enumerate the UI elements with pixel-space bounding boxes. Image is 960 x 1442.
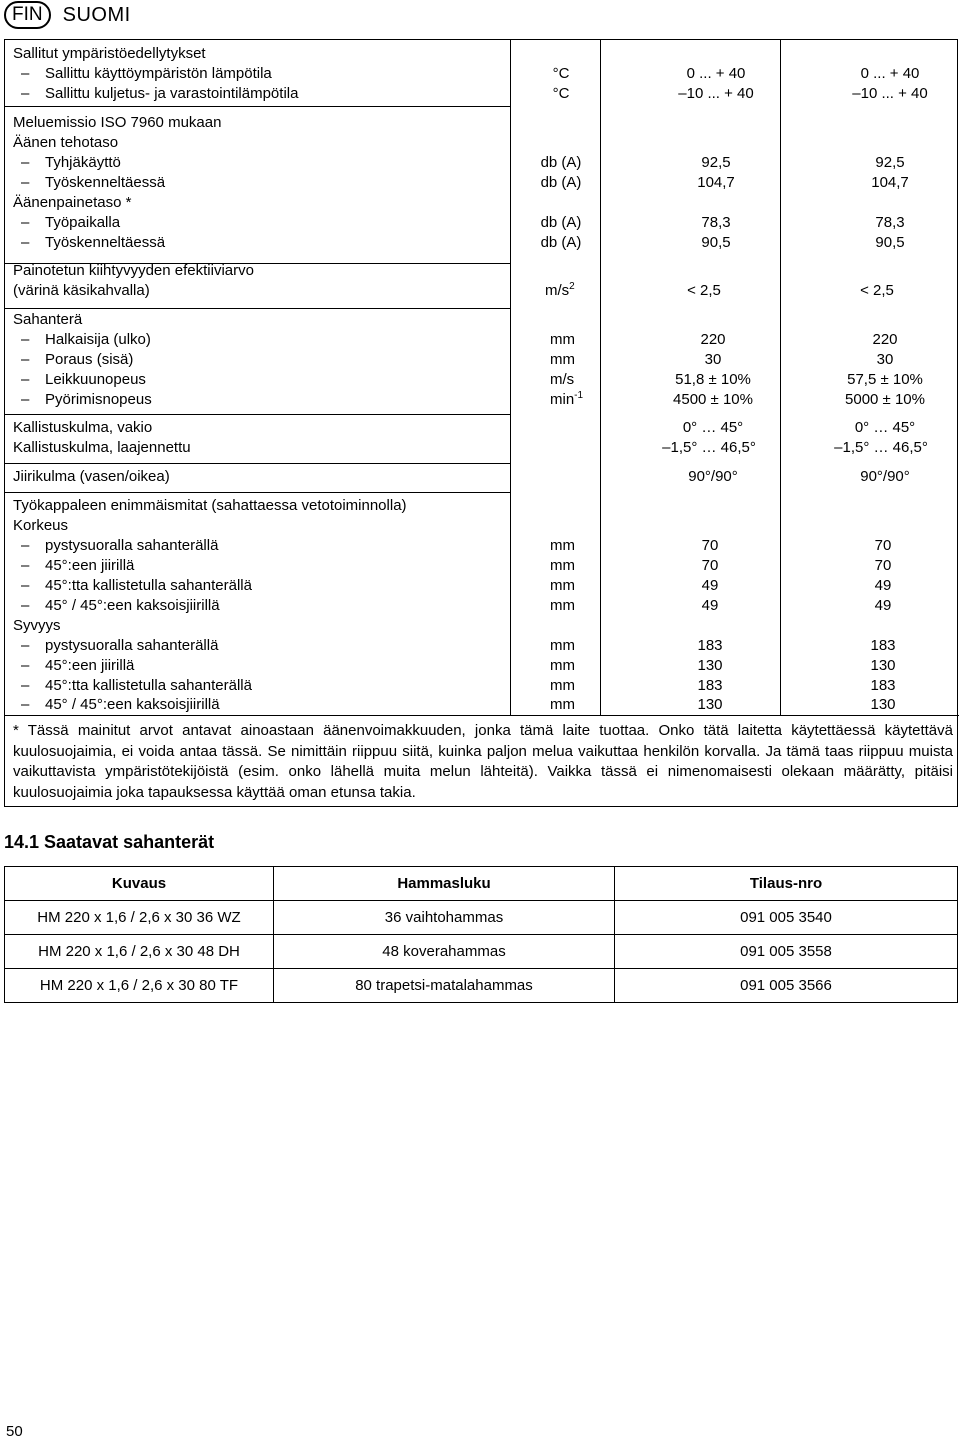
height-unit: mm	[550, 597, 575, 614]
vibration-subtitle: (värinä käsikahvalla)	[13, 282, 150, 299]
depth-value-1: 183	[697, 637, 723, 654]
column-divider	[780, 40, 781, 715]
blade-unit-exponent: -1	[574, 390, 584, 401]
column-divider	[600, 40, 601, 715]
table-cell: 091 005 3558	[615, 935, 958, 969]
depth-label: 45° / 45°:een kaksoisjiirillä	[45, 696, 220, 713]
blade-unit: mm	[550, 331, 575, 348]
table-cell: HM 220 x 1,6 / 2,6 x 30 48 DH	[5, 935, 274, 969]
saw-blades-table	[4, 866, 958, 1003]
vibration-unit-base: m/s	[545, 282, 570, 299]
blade-label: Leikkuunopeus	[45, 371, 146, 388]
height-value-2: 70	[874, 557, 892, 574]
list-dash: –	[21, 657, 30, 674]
height-unit: mm	[550, 557, 575, 574]
depth-label: 45°:een jiirillä	[45, 657, 135, 674]
blade-value-2: 30	[876, 351, 894, 368]
list-dash: –	[21, 577, 30, 594]
depth-label: 45°:tta kallistetulla sahanterällä	[45, 677, 252, 694]
section-title: 14.1 Saatavat sahanterät	[4, 832, 215, 852]
depth-value-2: 183	[870, 677, 896, 694]
tilt-label: Kallistuskulma, laajennettu	[13, 439, 191, 456]
blade-value-1: 51,8 ± 10%	[675, 371, 751, 388]
blade-label: Pyörimisnopeus	[45, 391, 152, 408]
list-dash: –	[21, 696, 30, 713]
list-dash: –	[21, 677, 30, 694]
power-value-2: 104,7	[871, 174, 909, 191]
height-value-2: 70	[874, 537, 892, 554]
pressure-unit: db (A)	[540, 234, 582, 251]
vibration-title: Painotetun kiihtyvyyden efektiiviarvo	[13, 262, 254, 279]
tilt-label: Kallistuskulma, vakio	[13, 419, 153, 436]
height-value-2: 49	[874, 597, 892, 614]
depth-title: Syvyys	[13, 617, 61, 634]
miter-label: Jiirikulma (vasen/oikea)	[13, 468, 170, 485]
tilt-value-1: 0° … 45°	[682, 419, 744, 436]
tilt-value-2: 0° … 45°	[854, 419, 916, 436]
list-dash: –	[21, 85, 30, 102]
row-divider	[5, 106, 510, 107]
env-label: Sallittu kuljetus- ja varastointilämpötila	[45, 85, 299, 102]
blade-value-2: 5000 ± 10%	[845, 391, 925, 408]
blade-label: Halkaisija (ulko)	[45, 331, 151, 348]
height-label: 45°:tta kallistetulla sahanterällä	[45, 577, 252, 594]
power-unit: db (A)	[540, 174, 582, 191]
blade-unit: m/s	[550, 371, 575, 388]
table-cell: 091 005 3566	[615, 969, 958, 1003]
table-cell: 091 005 3540	[615, 901, 958, 935]
list-dash: –	[21, 154, 30, 171]
env-title: Sallitut ympäristöedellytykset	[13, 45, 206, 62]
depth-label: pystysuoralla sahanterällä	[45, 637, 219, 654]
page-header	[4, 0, 131, 30]
depth-value-1: 130	[697, 657, 723, 674]
depth-unit: mm	[550, 677, 575, 694]
pressure-value-1: 90,5	[701, 234, 731, 251]
table-row	[5, 935, 958, 969]
env-value-1: –10 ... + 40	[678, 85, 754, 102]
depth-unit: mm	[550, 637, 575, 654]
list-dash: –	[21, 537, 30, 554]
env-value-1: 0 ... + 40	[686, 65, 746, 82]
list-dash: –	[21, 391, 30, 408]
blade-value-1: 4500 ± 10%	[673, 391, 753, 408]
pressure-value-1: 78,3	[701, 214, 731, 231]
blade-value-2: 57,5 ± 10%	[847, 371, 923, 388]
list-dash: –	[21, 234, 30, 251]
height-value-1: 70	[701, 557, 719, 574]
column-header: Tilaus-nro	[615, 867, 958, 901]
list-dash: –	[21, 351, 30, 368]
note-divider	[5, 715, 959, 716]
depth-value-1: 130	[697, 696, 723, 713]
pressure-value-2: 90,5	[875, 234, 905, 251]
depth-value-2: 183	[870, 637, 896, 654]
pressure-label: Työskenneltäessä	[45, 234, 166, 251]
row-divider	[5, 463, 510, 464]
noise-title: Meluemissio ISO 7960 mukaan	[13, 114, 222, 131]
technical-data-table	[4, 39, 958, 807]
height-unit: mm	[550, 577, 575, 594]
power-value-1: 92,5	[701, 154, 731, 171]
power-value-1: 104,7	[697, 174, 735, 191]
list-dash: –	[21, 597, 30, 614]
list-dash: –	[21, 331, 30, 348]
height-value-1: 49	[701, 577, 719, 594]
blade-title: Sahanterä	[13, 311, 83, 328]
depth-unit: mm	[550, 657, 575, 674]
depth-value-2: 130	[870, 696, 896, 713]
blade-unit	[550, 390, 583, 410]
power-unit: db (A)	[540, 154, 582, 171]
table-row	[5, 901, 958, 935]
table-cell: HM 220 x 1,6 / 2,6 x 30 36 WZ	[5, 901, 274, 935]
table-cell: 80 trapetsi-matalahammas	[274, 969, 615, 1003]
env-value-2: 0 ... + 40	[860, 65, 920, 82]
pressure-unit: db (A)	[540, 214, 582, 231]
tilt-value-2: –1,5° … 46,5°	[834, 439, 928, 456]
tilt-value-1: –1,5° … 46,5°	[662, 439, 756, 456]
table-row	[5, 969, 958, 1003]
depth-unit: mm	[550, 696, 575, 713]
miter-value-1: 90°/90°	[688, 468, 738, 485]
env-value-2: –10 ... + 40	[852, 85, 928, 102]
row-divider	[5, 492, 510, 493]
height-value-1: 70	[701, 537, 719, 554]
column-header: Kuvaus	[5, 867, 274, 901]
noise-footnote: * Tässä mainitut arvot antavat ainoastaan äänenvoimakkuuden, jonka tämä laite tuottaa. Onko tätä laitetta käytettäessä käytettävä kuulosuojaimia, ei voida antaa tässä. Se nimittäin riippuu siitä, kuinka paljon melua vaikuttaa henkilön korvalla. Ja tämä taas riippuu muista vaikuttavista ympäristötekijöistä (esim. onko lähellä muita melun lähteitä). Vaikka tässä ei nimenomaisesti olekaan määrätty, pitäisi kuulosuojaimia joka tapauksessa käyttää oman etunsa takia.	[13, 722, 953, 801]
power-label: Tyhjäkäyttö	[45, 154, 121, 171]
height-label: 45°:een jiirillä	[45, 557, 135, 574]
list-dash: –	[21, 214, 30, 231]
height-unit: mm	[550, 537, 575, 554]
list-dash: –	[21, 557, 30, 574]
table-cell: HM 220 x 1,6 / 2,6 x 30 80 TF	[5, 969, 274, 1003]
height-value-1: 49	[701, 597, 719, 614]
page-number: 50	[6, 1423, 23, 1440]
blade-unit-base: min	[550, 391, 575, 408]
list-dash: –	[21, 371, 30, 388]
blade-value-1: 30	[704, 351, 722, 368]
vibration-unit-exponent: 2	[569, 281, 575, 292]
miter-value-2: 90°/90°	[860, 468, 910, 485]
power-value-2: 92,5	[875, 154, 905, 171]
column-divider	[510, 40, 511, 715]
list-dash: –	[21, 174, 30, 191]
env-label: Sallittu käyttöympäristön lämpötila	[45, 65, 272, 82]
power-label: Työskenneltäessä	[45, 174, 166, 191]
blade-value-2: 220	[872, 331, 898, 348]
depth-value-2: 130	[870, 657, 896, 674]
row-divider	[5, 414, 510, 415]
language-code-badge: FIN	[4, 1, 51, 29]
power-title: Äänen tehotaso	[13, 134, 119, 151]
list-dash: –	[21, 65, 30, 82]
env-unit: °C	[552, 65, 570, 82]
height-title: Korkeus	[13, 517, 69, 534]
table-cell: 48 koverahammas	[274, 935, 615, 969]
blade-label: Poraus (sisä)	[45, 351, 134, 368]
row-divider	[5, 308, 510, 309]
pressure-value-2: 78,3	[875, 214, 905, 231]
vibration-unit	[545, 281, 575, 301]
workpiece-title: Työkappaleen enimmäismitat (sahattaessa vetotoiminnolla)	[13, 497, 407, 514]
height-label: pystysuoralla sahanterällä	[45, 537, 219, 554]
blade-value-1: 220	[700, 331, 726, 348]
vibration-value-2: < 2,5	[860, 282, 894, 299]
language-name: SUOMI	[62, 3, 131, 26]
table-cell: 36 vaihtohammas	[274, 901, 615, 935]
column-header: Hammasluku	[274, 867, 615, 901]
env-unit: °C	[552, 85, 570, 102]
depth-value-1: 183	[697, 677, 723, 694]
blade-unit: mm	[550, 351, 575, 368]
list-dash: –	[21, 637, 30, 654]
pressure-label: Työpaikalla	[45, 214, 121, 231]
pressure-title: Äänenpainetaso *	[13, 194, 132, 211]
table-header-row	[5, 867, 958, 901]
height-label: 45° / 45°:een kaksoisjiirillä	[45, 597, 220, 614]
height-value-2: 49	[874, 577, 892, 594]
vibration-value-1: < 2,5	[687, 282, 721, 299]
